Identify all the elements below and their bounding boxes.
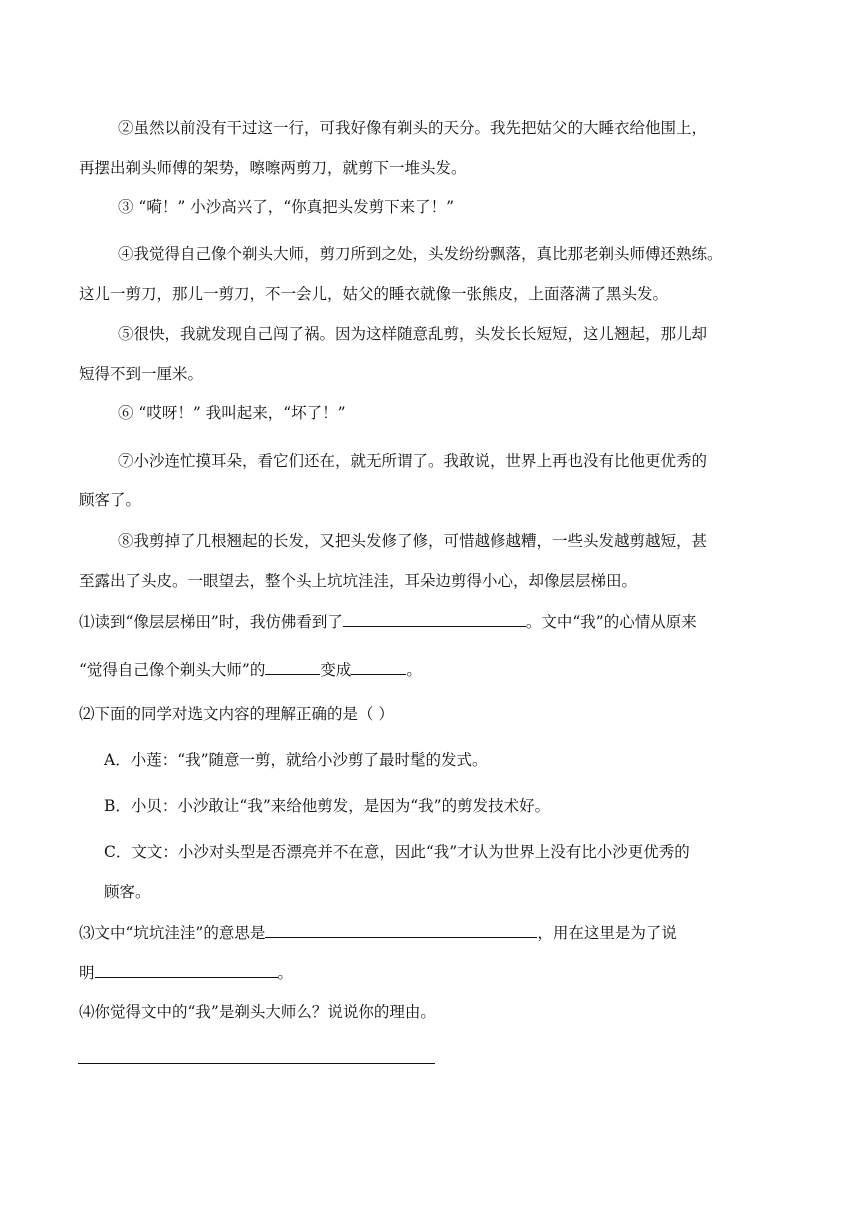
- question-2-option-a: A．小莲：“我”随意一剪，就给小沙剪了最时髦的发式。: [104, 751, 488, 769]
- question-2-option-c-line-1: C．文文：小沙对头型是否漂亮并不在意，因此“我”才认为世界上没有比小沙更优秀的: [104, 843, 690, 861]
- question-1-text-a: ⑴读到“像层层梯田”时，我仿佛看到了: [79, 613, 343, 631]
- passage-paragraph-8-line-2: 至露出了头皮。一眼望去，整个头上坑坑洼洼，耳朵边剪得小心，却像层层梯田。: [79, 572, 638, 590]
- passage-paragraph-2-line-1: ②虽然以前没有干过这一行，可我好像有剃头的天分。我先把姑父的大睡衣给他围上，: [118, 119, 708, 137]
- question-3-line-2: [79, 962, 293, 983]
- question-1-answer-blank-1[interactable]: [343, 611, 526, 627]
- question-2-option-c-line-2: 顾客。: [104, 883, 151, 901]
- passage-paragraph-6: ⑥ “哎呀！” 我叫起来，“坏了！”: [118, 404, 346, 422]
- question-2-option-b: B．小贝：小沙敢让“我”来给他剪发，是因为“我”的剪发技术好。: [104, 797, 551, 815]
- question-1-text-b: 。文中“我”的心情从原来: [525, 613, 697, 631]
- question-3-text-c: 明: [79, 964, 95, 982]
- question-3-answer-blank-2[interactable]: [95, 962, 278, 978]
- question-1-answer-blank-2[interactable]: [265, 659, 320, 675]
- passage-paragraph-5-line-2: 短得不到一厘米。: [79, 365, 204, 383]
- passage-paragraph-7-line-1: ⑦小沙连忙摸耳朵，看它们还在，就无所谓了。我敢说，世界上再也没有比他更优秀的: [118, 452, 708, 470]
- question-1-line-2: [79, 659, 422, 680]
- question-1-text-c: “觉得自己像个剃头大师”的: [79, 661, 266, 679]
- question-4-answer-line[interactable]: [78, 1063, 435, 1064]
- passage-paragraph-8-line-1: ⑧我剪掉了几根翘起的长发，又把头发修了修，可惜越修越糟，一些头发越剪越短，甚: [118, 532, 708, 550]
- passage-paragraph-3: ③ “嗬！” 小沙高兴了，“你真把头发剪下来了！”: [118, 198, 455, 216]
- question-1-line-1: [79, 611, 697, 632]
- question-1-text-e: 。: [406, 661, 422, 679]
- question-3-text-d: 。: [277, 964, 294, 982]
- passage-paragraph-5-line-1: ⑤很快，我就发现自己闯了祸。因为这样随意乱剪，头发长长短短，这儿翘起，那儿却: [118, 325, 708, 343]
- question-1-text-d: 变成: [320, 661, 352, 679]
- passage-paragraph-7-line-2: 顾客了。: [79, 491, 142, 509]
- passage-paragraph-4-line-1: ④我觉得自己像个剃头大师，剪刀所到之处，头发纷纷飘落，真比那老剃头师傅还熟练。: [118, 245, 723, 263]
- passage-paragraph-4-line-2: 这儿一剪刀，那儿一剪刀，不一会儿，姑父的睡衣就像一张熊皮，上面落满了黑头发。: [79, 285, 669, 303]
- question-2-stem: ⑵下面的同学对选文内容的理解正确的是（ ）: [79, 705, 394, 723]
- question-3-line-1: [79, 922, 677, 943]
- question-4-stem: ⑷你觉得文中的“我”是剃头大师么？说说你的理由。: [79, 1003, 436, 1021]
- question-3-answer-blank-1[interactable]: [265, 922, 537, 938]
- question-3-text-b: ，用在这里是为了说: [537, 924, 677, 942]
- question-3-text-a: ⑶文中“坑坑洼洼”的意思是: [79, 924, 266, 942]
- question-1-answer-blank-3[interactable]: [351, 659, 406, 675]
- passage-paragraph-2-line-2: 再摆出剃头师傅的架势，嚓嚓两剪刀，就剪下一堆头发。: [79, 159, 467, 177]
